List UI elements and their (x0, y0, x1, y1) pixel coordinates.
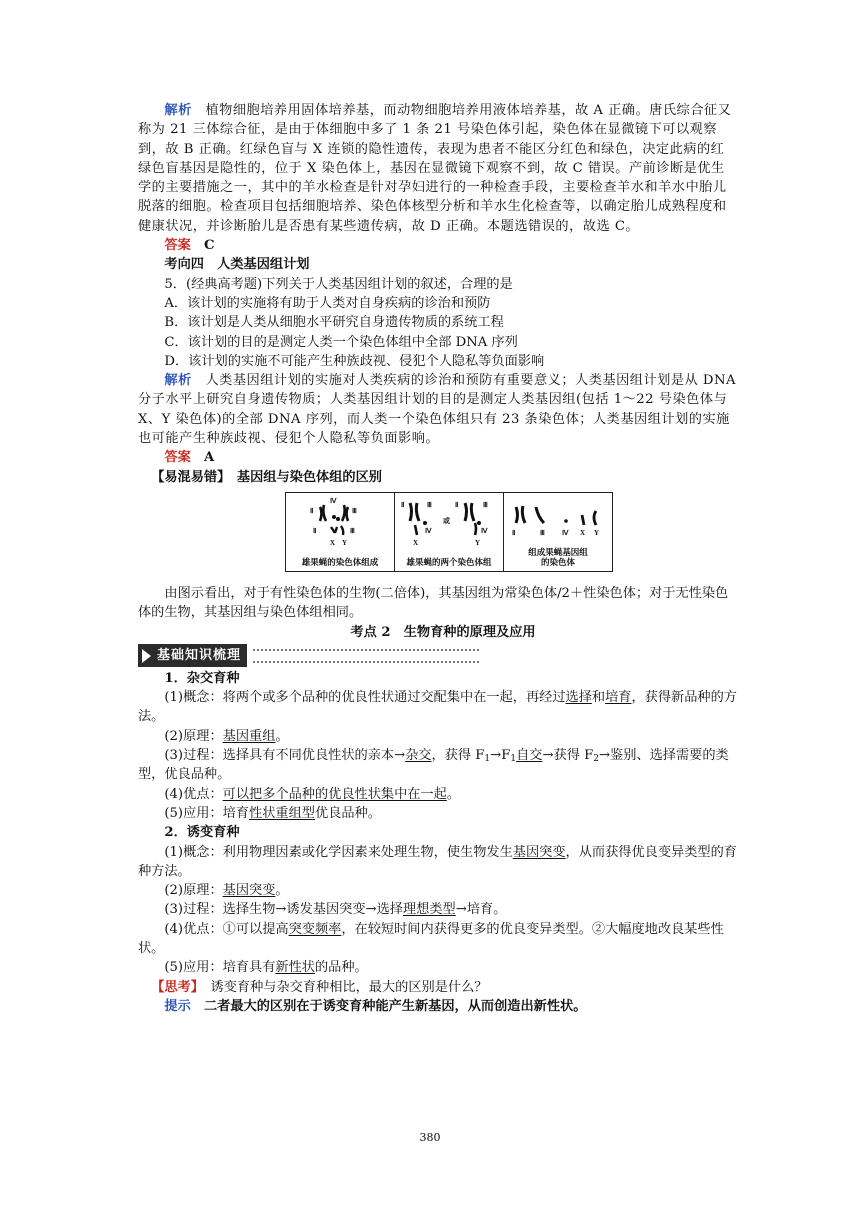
underlined-term: 基因重组 (222, 728, 276, 744)
label-II: Ⅱ (401, 500, 405, 509)
page-number: 380 (419, 1131, 441, 1144)
analysis-paragraph-2 (138, 371, 738, 448)
underlined-term: 性状重组型 (249, 805, 315, 821)
label-Y: Y (594, 528, 600, 537)
s1-application: (5)应用：培育性状重组型优良品种。 (164, 805, 381, 821)
underlined-term: 可以把多个品种的优良性状集中在一起 (222, 786, 447, 802)
banner-tag (138, 644, 247, 667)
s2-application: (5)应用：培育具有新性状的品种。 (164, 960, 368, 976)
analysis-text: 人类基因组计划的实施对人类疾病的诊治和预防有重要意义；人类基因组计划是从 DNA 分子水平上研究自身遗传物质；人类基因组计划的目的是测定人类基因组(包括 1～22 号染色体与 X、Y 染色体)的全部 DNA 序列，而人类一个染色体组只有 23 条染色体；人类基因组计划的实施也可能产生种族歧视、侵犯个人隐私等负面影响。 (138, 373, 737, 447)
answer-value: A (203, 450, 215, 466)
answer-label: 答案 (164, 450, 191, 466)
confusion-title: 基因组与染色体组的区别 (236, 469, 382, 485)
underlined-term: 理想类型 (402, 902, 456, 918)
analysis-paragraph-1 (138, 101, 738, 236)
answer-line-2 (138, 448, 738, 467)
label-IV: Ⅳ (425, 526, 432, 535)
s1-advantage: (4)优点：可以把多个品种的优良性状集中在一起。 (164, 786, 461, 802)
label-IV: Ⅳ (330, 496, 337, 505)
label-IV: Ⅳ (562, 528, 569, 537)
label-III: Ⅲ (352, 506, 357, 515)
underlined-term: 自交 (516, 748, 543, 764)
label-Y: Y (342, 538, 348, 547)
underlined-term: 基因突变 (222, 883, 276, 899)
s1-process: (3)过程：选择具有不同优良性状的亲本→杂交，获得 $F_1\to F_1$自交→获得 $F_2\to$鉴别、选择需要的类型，优良品种。 (138, 748, 729, 783)
confusion-heading (138, 468, 738, 487)
figure-cell-two-sets (395, 493, 504, 571)
analysis-label: 解析 (164, 373, 192, 389)
label-III: Ⅲ (427, 500, 432, 509)
underlined-term: 突变频率 (288, 921, 342, 937)
label-or: 或 (443, 516, 450, 525)
question-5-option-d: D．该计划的实施不可能产生种族歧视、侵犯个人隐私等负面影响 (164, 353, 545, 369)
label-X: X (330, 538, 336, 547)
underlined-term: 基因突变 (512, 844, 566, 860)
chromosome-sets-diagram (395, 493, 503, 549)
label-IV: Ⅳ (481, 526, 488, 535)
chromosome-karyotype-diagram (286, 493, 394, 549)
dotted-rule (253, 649, 479, 663)
figure-cell-genome (504, 493, 612, 571)
s1-concept: (1)概念：将两个或多个品种的优良性状通过交配集中在一起，再经过选择和培育，获得新品种的方法。 (138, 690, 737, 725)
genome-chromosomes-diagram (504, 493, 612, 549)
hint-text: 二者最大的区别在于诱变育种能产生新基因，从而创造出新性状。 (203, 998, 587, 1014)
banner-label: 基础知识梳理 (157, 648, 242, 664)
chromosome-figure (285, 492, 613, 572)
label-III: Ⅲ (350, 526, 355, 535)
label-III: Ⅲ (483, 500, 488, 509)
question-5-option-c: C．该计划的目的是测定人类一个染色体组中全部 DNA 序列 (164, 334, 518, 350)
label-II: Ⅱ (310, 506, 314, 515)
section-banner (138, 645, 738, 667)
analysis-text: 植物细胞培养用固体培养基，而动物细胞培养用液体培养基，故 A 正确。唐氏综合征又称为 21 三体综合征，是由于体细胞中多了 1 条 21 号染色体引起，染色体在显微镜下可以观察到，故 B 正确。红绿色盲与 X 连锁的隐性遗传，表现为患者不能区分红色和绿色，决定此病的红绿色盲基因是隐性的，位于 X 染色体上，基因在显微镜下观察不到，故 C 错误。产前诊断是优生学的主要措施之一，其中的羊水检查是针对孕妇进行的一种检查手段，主要检查羊水和羊水中胎儿脱落的细胞。检查项目包括细胞培养、染色体核型分析和羊水生化检查等，以确定胎儿成熟程度和健康状况，并诊断胎儿是否患有某些遗传病，故 D 正确。本题选错误的，故选 C。 (138, 103, 732, 234)
question-5-option-b: B．该计划是人类从细胞水平研究自身遗传物质的系统工程 (164, 315, 504, 331)
label-II: Ⅱ (313, 526, 317, 535)
answer-label: 答案 (164, 238, 191, 254)
label-II: Ⅱ (455, 500, 459, 509)
s2-advantage: (4)优点：①可以提高突变频率，在较短时间内获得更多的优良变异类型。②大幅度地改良某些性状。 (138, 921, 724, 956)
label-X: X (580, 528, 586, 537)
analysis-label: 解析 (164, 103, 192, 118)
point-2-heading: 考点 2 生物育种的原理及应用 (350, 624, 536, 640)
confusion-label: 【易混易错】 (151, 469, 224, 485)
figure-caption: 组成果蝇基因组 的染色体 (528, 547, 588, 568)
underlined-term: 杂交 (405, 748, 432, 764)
think-label: 【思考】 (151, 979, 198, 995)
question-5-stem: 5．(经典高考题)下列关于人类基因组计划的叙述，合理的是 (164, 276, 513, 292)
s2-concept: (1)概念：利用物理因素或化学因素来处理生物，使生物发生基因突变，从而获得优良变异类型的育种方法。 (138, 844, 737, 879)
label-X: X (413, 538, 419, 547)
triangle-icon (142, 649, 151, 663)
page-content (138, 101, 738, 1016)
label-III: Ⅲ (540, 528, 545, 537)
hint-line (138, 997, 738, 1016)
conclusion-paragraph: 由图示看出，对于有性染色体的生物(二倍体)，其基因组为常染色体/2＋性染色体；对于无性染色体的生物，其基因组与染色体组相同。 (138, 585, 729, 621)
direction-heading: 考向四 人类基因组计划 (164, 257, 310, 273)
underlined-term: 新性状 (275, 960, 315, 976)
answer-line-1 (138, 236, 738, 255)
label-Y: Y (475, 538, 481, 547)
label-II: Ⅱ (512, 528, 516, 537)
figure-caption: 雄果蝇的两个染色体组 (406, 557, 492, 568)
underlined-term: 选择 (565, 690, 592, 706)
s1-principle: (2)原理：基因重组。 (164, 728, 289, 744)
underlined-term: 培育 (605, 690, 632, 706)
hint-label: 提示 (164, 998, 191, 1014)
figure-cell-male-karyotype (286, 493, 395, 571)
think-line (138, 978, 738, 997)
figure-caption: 雄果蝇的染色体组成 (301, 557, 379, 568)
answer-value: C (203, 238, 215, 254)
section-2-title: 2．诱变育种 (164, 825, 240, 841)
section-1-title: 1．杂交育种 (164, 670, 240, 686)
question-5-option-a: A．该计划的实施将有助于人类对自身疾病的诊治和预防 (164, 295, 491, 311)
s2-principle: (2)原理：基因突变。 (164, 883, 289, 899)
think-text: 诱变育种与杂交育种相比，最大的区别是什么？ (210, 979, 488, 995)
s2-process: (3)过程：选择生物→诱发基因突变→选择理想类型→培育。 (164, 902, 507, 918)
